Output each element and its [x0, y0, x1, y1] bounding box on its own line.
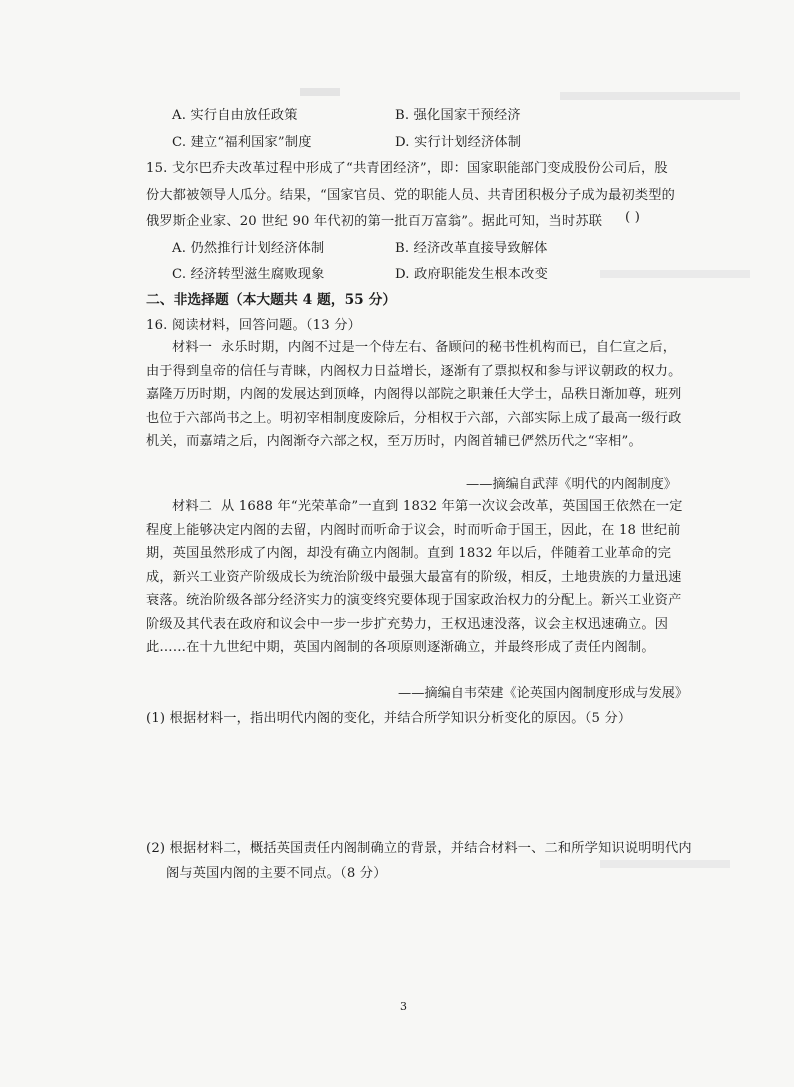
material-one-paragraph [146, 336, 688, 454]
material-two-text: 从 1688 年“光荣革命”一直到 1832 年第一次议会改革，英国国王依然在一定程度上能够决定内阁的去留，内阁时而听命于议会，时而听命于国王，因此，在 18 世纪前期，英国虽然形成了内阁，却没有确立内阁制。直到 1832 年以后，伴随着工业革命的完成，新兴工业资产阶级成长为统治阶级中最强大最富有的阶级，相反，土地贵族的力量迅速衰落。统治阶级各部分经济实力的演变终究要体现于国家政治权力的分配上。新兴工业资产阶级及其代表在政府和议会中一步一步扩充势力，王权迅速没落，议会主权迅速确立。因此……在十九世纪中期，英国内阁制的各项原则逐渐确立，并最终形成了责任内阁制。 [146, 499, 683, 655]
q15-option-c: C. 经济转型滋生腐败现象 [172, 267, 325, 282]
q14-option-b: B. 强化国家干预经济 [395, 108, 521, 123]
material-one-text: 永乐时期，内阁不过是一个侍左右、备顾问的秘书性机构而已，自仁宣之后，由于得到皇帝的信任与青睐，内阁权力日益增长，逐渐有了票拟权和参与评议朝政的权力。嘉隆万历时期，内阁的发展达到顶峰，内阁得以部院之职兼任大学士，品秩日渐加尊，班列也位于六部尚书之上。明初宰相制度废除后，分相权于六部，六部实际上成了最高一级行政机关，而嘉靖之后，内阁渐夺六部之权，至万历时，内阁首辅已俨然历代之“宰相”。 [146, 340, 682, 449]
q14-option-c: C. 建立“福利国家”制度 [172, 135, 312, 150]
material-one-source: ——摘编自武萍《明代的内阁制度》 [466, 477, 677, 492]
q15-answer-blank[interactable]: ( ) [625, 210, 641, 225]
q16-prompt: 16. 阅读材料，回答问题。（13 分） [146, 318, 361, 333]
q15-stem-line1: 15. 戈尔巴乔夫改革过程中形成了“共青团经济”，即：国家职能部门变成股份公司后，股 [146, 161, 668, 176]
q16-subquestion-1: (1) 根据材料一，指出明代内阁的变化，并结合所学知识分析变化的原因。（5 分） [146, 711, 632, 726]
q16-subquestion-2-line2: 阁与英国内阁的主要不同点。（8 分） [166, 866, 387, 881]
q14-option-a: A. 实行自由放任政策 [172, 108, 298, 123]
q15-stem-line2: 份大都被领导人瓜分。结果，“国家官员、党的职能人员、共青团积极分子成为最初类型的 [146, 188, 676, 203]
bleed-through-mark [600, 860, 730, 868]
material-two-label: 材料二 [172, 499, 213, 514]
bleed-through-mark [560, 92, 740, 100]
section-heading: 二、非选择题（本大题共 4 题，55 分） [146, 292, 397, 308]
q15-stem-line3: 俄罗斯企业家、20 世纪 90 年代初的第一批百万富翁”。据此可知，当时苏联 [146, 214, 603, 229]
q15-option-b: B. 经济改革直接导致解体 [395, 241, 548, 256]
material-one-label: 材料一 [172, 340, 213, 355]
q15-option-a: A. 仍然推行计划经济体制 [172, 241, 325, 256]
page-number: 3 [400, 1000, 407, 1013]
q15-option-d: D. 政府职能发生根本改变 [395, 267, 548, 282]
material-two-paragraph [146, 495, 688, 660]
bleed-through-mark [600, 270, 750, 278]
material-two-source: ——摘编自韦荣建《论英国内阁制度形成与发展》 [398, 686, 689, 701]
q14-option-d: D. 实行计划经济体制 [395, 135, 522, 150]
bleed-through-mark [300, 88, 340, 96]
q16-subquestion-2-line1: (2) 根据材料二，概括英国责任内阁制确立的背景，并结合材料一、二和所学知识说明明代内 [146, 841, 692, 856]
